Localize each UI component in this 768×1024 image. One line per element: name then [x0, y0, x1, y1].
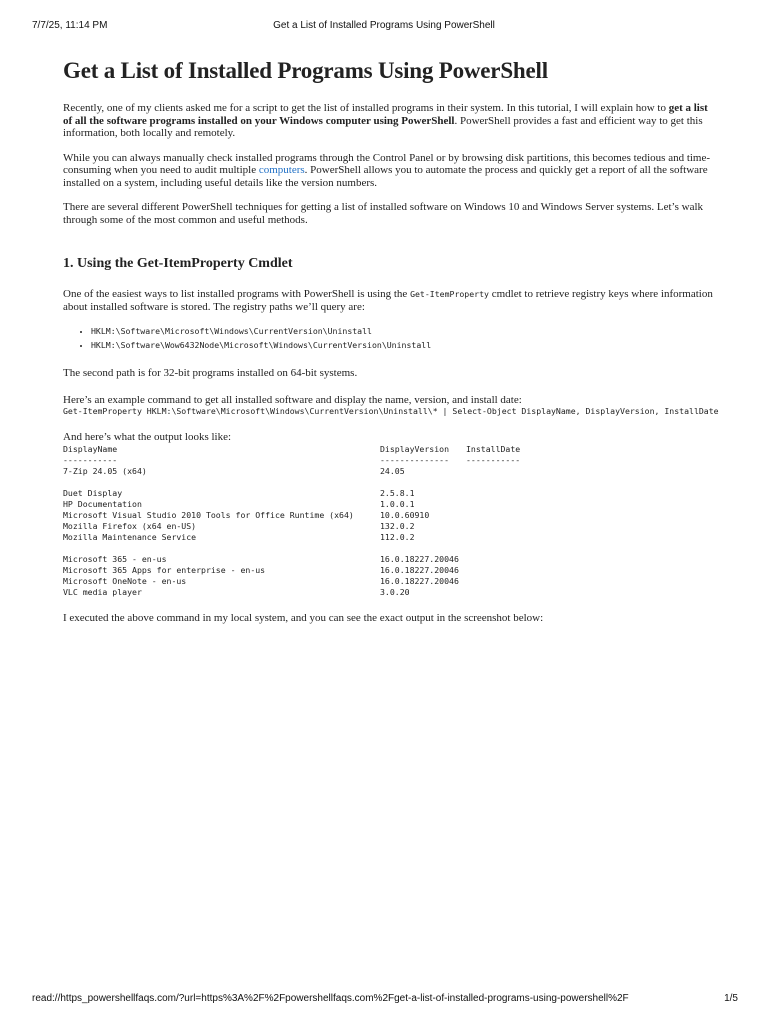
output-cell	[466, 532, 520, 543]
table-row	[63, 532, 520, 543]
code-block-command: Get-ItemProperty HKLM:\Software\Microsoft\Windows\CurrentVersion\Uninstall\* | Select-Object DisplayName, DisplayVersion, InstallDate	[63, 406, 719, 416]
output-cell: Microsoft OneNote - en-us	[63, 575, 187, 586]
output-cell: VLC media player	[63, 586, 142, 597]
output-cell: Microsoft 365 Apps for enterprise - en-us	[63, 564, 266, 575]
output-cell: Mozilla Firefox (x64 en-US)	[63, 520, 197, 531]
output-cell: Microsoft 365 - en-us	[63, 553, 167, 564]
output-cell: --------------	[380, 454, 450, 465]
output-cell: 10.0.60910	[380, 509, 430, 520]
output-cell: HP Documentation	[63, 498, 142, 509]
output-cell: InstallDate	[466, 443, 521, 454]
page-title: Get a List of Installed Programs Using PowerShell	[63, 58, 548, 83]
list-item: • HKLM:\Software\Microsoft\Windows\CurrentVersion\Uninstall	[91, 325, 713, 339]
table-row	[63, 521, 520, 532]
table-row	[63, 565, 520, 576]
code-block-output	[63, 444, 520, 598]
print-datetime: 7/7/25, 11:14 PM	[32, 20, 108, 31]
output-cell: -----------	[63, 454, 118, 465]
print-header	[0, 20, 768, 34]
table-row	[63, 510, 520, 521]
output-cell	[63, 477, 380, 488]
paragraph-manual-check: While you can always manually check installed programs through the Control Panel or by browsing disk partitions, this becomes tedious and time-consuming when you need to audit multiple computers. PowerShell allows you to automate the process and quickly get a report of all the software installed on a system, including useful details like the version numbers.	[63, 151, 711, 189]
output-cell	[380, 543, 466, 554]
output-cell: 24.05	[380, 465, 405, 476]
output-cell: Duet Display	[63, 487, 123, 498]
output-blank-row	[63, 477, 520, 488]
output-header-row	[63, 444, 520, 455]
output-cell	[466, 477, 520, 488]
output-cell: 112.0.2	[380, 531, 415, 542]
intro-paragraph: Recently, one of my clients asked me for a script to get the list of installed programs in their system. In this tutorial, I will explain how to get a list of all the software programs installed on your Windows computer using PowerShell. PowerShell provides a fast and efficient way to get this information, both locally and remotely.	[63, 102, 708, 139]
output-cell: 2.5.8.1	[380, 487, 415, 498]
output-cell: Mozilla Maintenance Service	[63, 531, 197, 542]
output-cell	[466, 521, 520, 532]
output-cell: DisplayVersion	[380, 443, 450, 454]
output-cell	[466, 576, 520, 587]
table-row	[63, 587, 520, 598]
list-item: • HKLM:\Software\Wow6432Node\Microsoft\Windows\CurrentVersion\Uninstall	[91, 339, 713, 353]
output-cell	[466, 510, 520, 521]
output-cell	[466, 499, 520, 510]
output-cell: -----------	[466, 454, 521, 465]
print-footer	[0, 993, 768, 1007]
inline-code-get-itemproperty: Get-ItemProperty	[410, 289, 489, 299]
output-cell	[466, 554, 520, 565]
output-cell	[466, 466, 520, 477]
computers-link[interactable]: computers	[258, 164, 305, 176]
output-cell: DisplayName	[63, 443, 118, 454]
output-cell: 16.0.18227.20046	[380, 564, 459, 575]
output-cell	[63, 543, 380, 554]
output-blank-row	[63, 543, 520, 554]
print-url: read://https_powershellfaqs.com/?url=https%3A%2F%2Fpowershellfaqs.com%2Fget-a-list-of-installed-programs-using-powershell%2F	[32, 993, 629, 1004]
output-cell: 7-Zip 24.05 (x64)	[63, 465, 147, 476]
output-underline-row	[63, 455, 520, 466]
output-cell: 132.0.2	[380, 520, 415, 531]
intro-bold-text: get a list of all the software programs installed on your Windows computer using PowerShell	[63, 102, 708, 127]
print-page-number: 1/5	[724, 993, 738, 1004]
output-cell	[466, 543, 520, 554]
output-cell: 1.0.0.1	[380, 498, 415, 509]
table-row	[63, 576, 520, 587]
table-row	[63, 488, 520, 499]
output-cell: 3.0.20	[380, 586, 410, 597]
output-cell: Microsoft Visual Studio 2010 Tools for Office Runtime (x64)	[63, 509, 354, 520]
output-cell	[466, 587, 520, 598]
paragraph-techniques: There are several different PowerShell techniques for getting a list of installed software on Windows 10 and Windows Server systems. Let’s walk through some of the most common and useful methods.	[63, 201, 704, 226]
output-cell	[466, 488, 520, 499]
article	[63, 58, 719, 636]
paragraph-get-itemproperty: One of the easiest ways to list installed programs with PowerShell is using the Get-ItemProperty cmdlet to retrieve registry keys where information about installed software is stored. The registry paths we’ll query are:	[63, 288, 713, 313]
paragraph-example-intro: Here’s an example command to get all installed software and display the name, version, and install date:	[63, 393, 522, 406]
registry-path-list	[63, 325, 713, 352]
output-cell	[380, 477, 466, 488]
section-heading-get-itemproperty: 1. Using the Get-ItemProperty Cmdlet	[63, 256, 293, 271]
paragraph-32bit-note: The second path is for 32-bit programs installed on 64-bit systems.	[63, 367, 358, 379]
table-row	[63, 554, 520, 565]
table-row	[63, 466, 520, 477]
output-cell: 16.0.18227.20046	[380, 575, 459, 586]
print-title: Get a List of Installed Programs Using PowerShell	[273, 20, 495, 31]
output-cell	[466, 565, 520, 576]
output-cell: 16.0.18227.20046	[380, 553, 459, 564]
table-row	[63, 499, 520, 510]
paragraph-screenshot-note: I executed the above command in my local system, and you can see the exact output in the screenshot below:	[63, 611, 544, 624]
paragraph-output-intro: And here’s what the output looks like:	[63, 431, 232, 443]
